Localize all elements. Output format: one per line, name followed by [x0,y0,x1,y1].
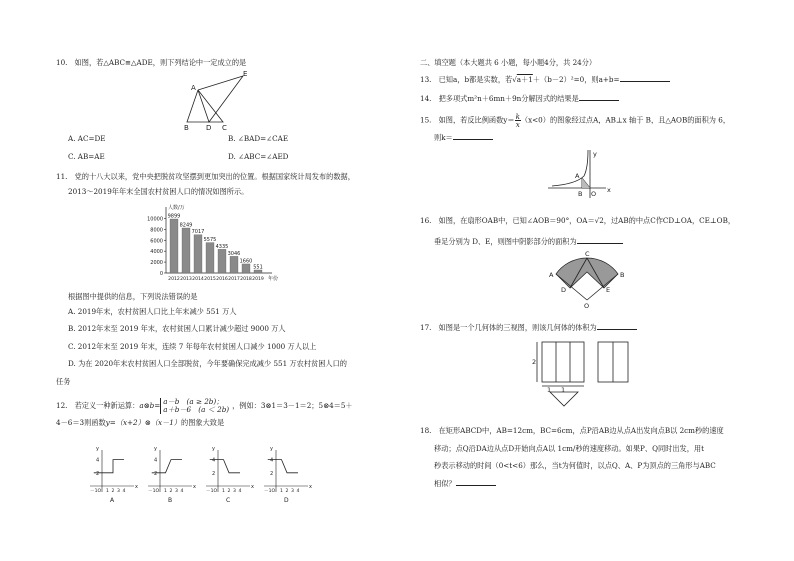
q10-option-d: D. ∠ABC=∠AED [228,152,289,161]
q12-graph-C-letter: C [226,497,231,504]
q12-graph-A-letter: A [110,497,115,504]
q12-graph-D-ytick: 4 [270,457,274,464]
q10-label-a: A [191,84,196,92]
q12-graph-C-x-label: x [251,484,254,490]
q12-operator: a⊗b= [139,400,161,410]
q15-line1 [420,113,730,128]
q10-option-c: C. AB=AE [68,152,105,161]
q12-graph-A-xtick: 1 [106,489,109,494]
q12-graph-B-ytick: 2 [154,470,158,477]
q16-label-a: A [549,271,554,279]
q13-a: 13. 已知a，b都是实数，若 [420,75,513,84]
q12-graph-B-x-label: x [193,484,196,490]
q12-graph-D-letter: D [284,497,289,504]
q12-graph-C-y-label: y [212,446,215,452]
chart-value-label-2015: 5575 [203,237,217,244]
q16-label-e: E [606,286,611,294]
q12-case2: a＋b－6 (a ＜ 2b) [163,404,230,414]
chart-value-label-2018: 1660 [239,258,253,265]
q12-line1 [56,398,353,414]
chart-value-label-2016: 4335 [215,243,229,250]
q12-graph-B-origin: －1O [148,489,160,494]
q15-a: 15. 如图，若反比例函数y＝ [420,115,515,125]
q11-option-d-line1: D. 为在 2020年末农村贫困人口全部脱贫，今年要确保完成减少 551 万农村贫困人口的 [68,359,347,368]
chart-value-label-2013: 8249 [179,222,193,229]
chart-category-label-2012: 2012 [168,277,180,282]
q12-graph-C-origin: －1O [206,489,218,494]
chart-category-label-2018: 2018 [240,277,252,282]
q13-radicand: a＋1 [516,75,533,84]
q11-line2: 2013～2019年年末全国农村贫困人口的情况如图所示。 [68,187,249,196]
q12-graph-A-xtick: 4 [122,489,126,494]
q12-graph-D-y-label: y [270,446,273,452]
q12-graph-C-ytick: 2 [212,470,216,477]
chart-bar-2012 [170,219,178,273]
q15-figure [546,148,616,200]
poverty-bar-chart [140,203,300,283]
q12-line2-a: 4－6＝3则函数 [56,418,106,427]
q12-graph-D-ytick: 2 [270,470,274,477]
q12-graph-B-xtick: 1 [164,489,167,494]
chart-category-label-2016: 2016 [216,277,228,282]
q17-dim-height: 2 [532,358,537,366]
chart-category-label-2019: 2019 [252,277,264,282]
q13-b: ＋（b－2）²=0，则a+b= [532,75,620,84]
q15-label-a: A [575,172,580,180]
q12-graph-D-xtick: 1 [280,489,283,494]
q10-option-a: A. AC=DE [68,134,106,143]
q12-graph-D-xtick: 3 [291,489,294,494]
q18-line3: 秒表示移动的时间（0<t<6）那么，当t为何值时，以点Q、A、P为顶点的三角形与ABC [434,461,716,470]
q12-intro: 12. 若定义一种新运算： [56,400,140,410]
chart-value-label-2012: 9899 [167,213,181,220]
q10-label-c: C [222,124,227,132]
chart-category-label-2013: 2013 [180,277,192,282]
q16-figure [548,250,630,310]
q11-line1: 11. 党的十八大以来，党中央把脱贫攻坚摆到更加突出的位置。根据国家统计局发布的数据， [56,172,355,181]
q18-line1: 18. 在矩形ABCD中，AB=12cm，BC=6cm，点P沿AB边从点A出发向点B以 2cm秒的速度 [420,426,724,435]
chart-value-label-2017: 3046 [227,250,241,257]
chart-value-label-2014: 7017 [191,229,205,236]
chart-category-label-2017: 2017 [228,277,240,282]
q13-answer-blank[interactable] [620,81,670,82]
q13 [420,76,670,85]
q12-graph-B-letter: B [168,497,173,504]
q16-label-o: O [584,302,590,310]
q12-graph-D-origin: －1O [264,489,276,494]
q15-label-o: O [591,190,597,198]
q12-case1: a－b (a ≥ 2b)； [163,397,224,406]
q15-label-y: y [593,150,597,158]
q12-line2-b: 的图象大致是 [181,418,225,427]
q15-label-b: B [578,190,583,198]
q15-frac-den: x [515,120,520,130]
chart-y-tick-label-6000: 6000 [150,238,163,245]
q17-answer-blank[interactable] [597,329,637,330]
q12-graph-A-ytick: 4 [96,457,100,464]
q17-dim-width1: 1 [547,386,552,394]
chart-category-label-2014: 2014 [192,277,204,282]
q12-piecewise [160,398,229,414]
q12-graph-A-xtick: 3 [117,489,120,494]
chart-value-label-2019: 551 [253,264,263,271]
q11-prompt: 根据图中提供的信息，下列说法错误的是 [68,292,198,301]
q16-b: 垂足分别为 D、E，则图中阴影部分的面积为 [434,237,577,246]
q10-label-d: D [206,124,212,132]
q16-line2 [434,238,623,247]
section2-title: 二、填空题（本大题共 6 小题，每小题4分，共 24分） [420,58,597,67]
chart-bar-2017 [230,256,238,273]
q12-graph-B-ytick: 4 [154,457,158,464]
q12-graph-B-xtick: 2 [169,489,173,494]
q11-option-b: B. 2012年末至 2019 年末，农村贫困人口累计减少超过 9000 万人 [68,324,286,333]
q12-graph-C-xtick: 1 [222,489,225,494]
q12-option-graphs [88,432,328,504]
q16-label-b: B [620,271,625,279]
chart-bar-2015 [206,243,214,273]
q16-line1: 16. 如图，在扇形OAB中，已知∠AOB＝90°，OA＝√2，过AB的中点C作CD⊥OA，CE⊥OB， [420,216,736,225]
chart-bar-2018 [242,264,250,273]
chart-y-tick-label-0: 0 [159,271,163,277]
q12-function: y=（x+2）⊗（x－1） [105,418,181,427]
q12-graph-D-xtick: 2 [285,489,289,494]
chart-y-axis-label: 人数/万 [168,205,185,211]
q12-graph-A-x-label: x [135,484,138,490]
q11-option-d-line2: 任务 [56,377,71,386]
q12-line2 [56,419,224,428]
q10-figure [183,72,253,132]
q14 [420,95,619,104]
q16-label-c: C [585,250,590,258]
q12-example: ，例如：3⊗1＝3－1＝2；5⊗4＝5＋ [232,400,353,410]
q10-label-e: E [243,70,248,78]
q12-graph-B-xtick: 4 [180,489,184,494]
q16-answer-blank[interactable] [577,243,623,244]
q12-graph-D-x-label: x [309,484,312,490]
q15-frac-num: k [515,112,520,121]
chart-y-tick-label-10000: 10000 [147,216,163,223]
q15-c: 则k＝ [434,133,453,142]
q11-option-a: A. 2019年末，农村贫困人口比上年末减少 551 万人 [68,307,237,316]
q12-graph-C-xtick: 4 [238,489,242,494]
q18-answer-blank[interactable] [456,485,496,486]
q15-line2 [434,134,493,143]
q10-option-b: B. ∠BAD=∠CAE [228,134,289,143]
q12-graph-A-xtick: 2 [111,489,115,494]
q12-graph-B-y-label: y [154,446,157,452]
q12-graph-C-xtick: 2 [227,489,231,494]
q15-answer-blank[interactable] [453,139,493,140]
chart-category-label-2015: 2015 [204,277,216,282]
q15-b: （x<0）的图象经过点A，AB⊥x 轴于 B，且△AOB的面积为 6， [520,115,731,125]
q17-dim-width2: 1 [561,386,566,394]
q18-d: 相似？ [434,479,456,488]
q12-graph-C-xtick: 3 [233,489,236,494]
q12-graph-D-xtick: 4 [296,489,300,494]
q10-label-b: B [184,124,189,132]
chart-y-tick-label-4000: 4000 [150,249,163,256]
chart-bar-2013 [182,228,190,273]
q12-graph-C-ytick: 4 [212,457,216,464]
chart-x-axis-label: 年份 [268,276,279,282]
q17-a: 17. 如图是一个几何体的三视图，则该几何体的体积为 [420,323,597,332]
q18-line2: 移动；点Q沿DA边从点D开始向点A以 1cm/秒的速度移动。如果P、Q同时出发，用t [434,444,704,453]
chart-bar-2014 [194,235,202,273]
q13-sqrt: √a＋1 [512,75,533,84]
q17 [420,324,637,333]
q10-stem: 10. 如图，若△ABC≌△ADE，则下列结论中一定成立的是 [56,58,247,67]
q15-label-x: x [607,186,611,194]
q12-graph-A-y-label: y [96,446,99,452]
q12-graph-A-ytick: 2 [96,470,100,477]
q11-option-c: C. 2012年末至 2019 年末，连续 7 年每年农村贫困人口减少 1000 万人以上 [68,342,317,351]
q12-graph-A-origin: －1O [90,489,102,494]
q18-line4 [434,480,496,489]
q17-three-views [532,340,632,420]
q12-graph-B-xtick: 3 [175,489,178,494]
chart-y-tick-label-2000: 2000 [150,260,163,267]
chart-y-tick-label-8000: 8000 [150,227,163,234]
q16-label-d: D [561,286,567,294]
q14-a: 14. 把多项式m²n＋6mn＋9n分解因式的结果是 [420,94,579,103]
q14-answer-blank[interactable] [579,100,619,101]
chart-bar-2016 [218,249,226,273]
